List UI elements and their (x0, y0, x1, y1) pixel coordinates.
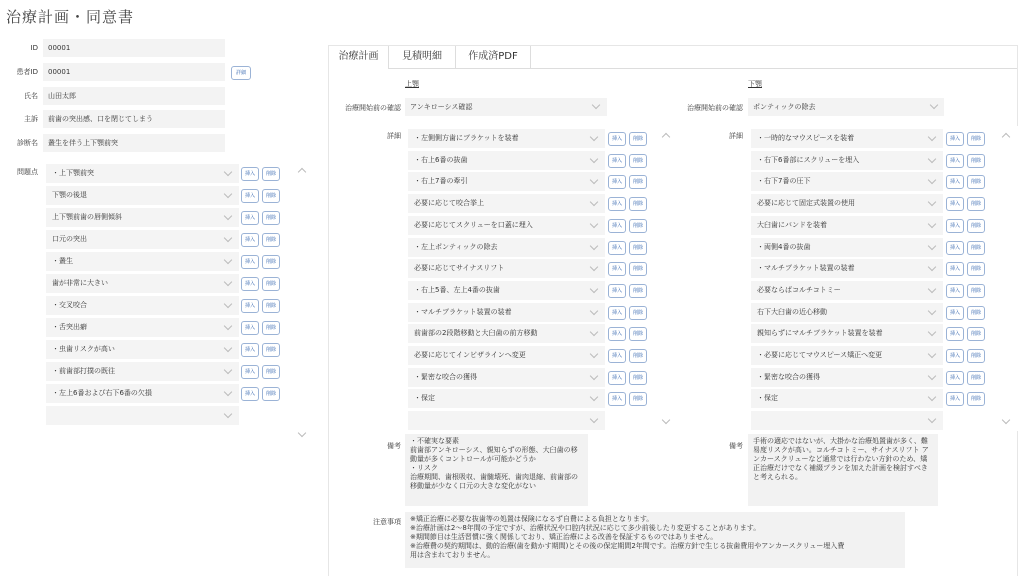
insert-button[interactable]: 挿入 (608, 154, 626, 168)
list-item-text: ・虫歯リスクが高い (52, 345, 115, 353)
list-item[interactable] (46, 186, 239, 205)
chevron-down-icon (590, 198, 598, 206)
list-item[interactable] (46, 406, 239, 425)
insert-button[interactable]: 挿入 (241, 255, 259, 269)
chevron-down-icon (224, 190, 232, 198)
list-item-text: 親知らずにマルチブラケット装置を装着 (757, 329, 883, 338)
delete-button[interactable]: 削除 (262, 255, 280, 269)
insert-button[interactable]: 挿入 (608, 306, 626, 320)
list-item[interactable] (408, 346, 605, 365)
chevron-down-icon (928, 306, 936, 314)
insert-button[interactable]: 挿入 (946, 392, 964, 406)
list-item[interactable] (751, 281, 943, 300)
list-item-text: 前歯部の2段階移動と大臼歯の前方移動 (414, 329, 538, 338)
list-item-text: 上下顎前歯の唇側傾斜 (52, 213, 122, 221)
list-item[interactable] (751, 151, 943, 170)
upper-pre-value: アンキローシス確認 (410, 103, 473, 111)
detail-button[interactable]: 詳細 (231, 66, 251, 80)
note-line: 治療期間、歯根吸収、歯髄壊死、歯肉退縮、前歯部の移動量が少なく口元の大きな変化がない (410, 473, 578, 490)
delete-button[interactable]: 削除 (967, 154, 985, 168)
chevron-down-icon (224, 212, 232, 220)
chevron-down-icon (224, 366, 232, 374)
delete-button[interactable]: 削除 (629, 306, 647, 320)
list-item[interactable] (46, 318, 239, 337)
complaint-label: 主訴 (24, 115, 38, 123)
list-item[interactable] (408, 281, 605, 300)
delete-button[interactable]: 削除 (967, 306, 985, 320)
delete-button[interactable]: 削除 (262, 299, 280, 313)
insert-button[interactable]: 挿入 (241, 321, 259, 335)
chevron-down-icon (224, 322, 232, 330)
list-item[interactable] (751, 129, 943, 148)
delete-button[interactable]: 削除 (262, 233, 280, 247)
upper-pre-label: 治療開始前の確認 (345, 104, 401, 112)
insert-button[interactable]: 挿入 (946, 349, 964, 363)
list-item[interactable] (408, 259, 605, 278)
list-item-text: ・緊密な咬合の獲得 (757, 372, 820, 381)
chevron-down-icon (590, 393, 598, 401)
list-item[interactable] (408, 303, 605, 322)
delete-button[interactable]: 削除 (629, 219, 647, 233)
scroll-up-icon[interactable] (662, 133, 670, 141)
tab-estimate[interactable]: 見積明細 (402, 51, 442, 62)
insert-button[interactable]: 挿入 (946, 284, 964, 298)
insert-button[interactable]: 挿入 (608, 262, 626, 276)
delete-button[interactable]: 削除 (967, 371, 985, 385)
insert-button[interactable]: 挿入 (946, 327, 964, 341)
insert-button[interactable]: 挿入 (946, 371, 964, 385)
list-item[interactable] (46, 296, 239, 315)
delete-button[interactable]: 削除 (629, 154, 647, 168)
upper-remarks[interactable] (405, 434, 588, 506)
list-item-text: ・マルチブラケット装置の装着 (757, 264, 855, 273)
insert-button[interactable]: 挿入 (608, 241, 626, 255)
tab-bar (329, 46, 1017, 69)
chevron-down-icon (590, 285, 598, 293)
insert-button[interactable]: 挿入 (946, 197, 964, 211)
list-item[interactable] (408, 129, 605, 148)
chevron-down-icon (928, 371, 936, 379)
problems-label: 問題点 (17, 168, 38, 176)
list-item[interactable] (408, 172, 605, 191)
tab-treatment-plan[interactable]: 治療計画 (329, 46, 389, 69)
chevron-down-icon (928, 133, 936, 141)
chevron-down-icon (590, 133, 598, 141)
list-item-text: 必要に応じてインビザラインへ変更 (414, 351, 526, 359)
list-item[interactable] (751, 172, 943, 191)
diagnosis-label: 診断名 (17, 139, 38, 147)
chevron-down-icon (590, 350, 598, 358)
delete-button[interactable]: 削除 (629, 327, 647, 341)
notes-label: 注意事項 (373, 518, 401, 526)
insert-button[interactable]: 挿入 (946, 262, 964, 276)
delete-button[interactable]: 削除 (629, 284, 647, 298)
lower-heading: 下顎 (748, 80, 762, 88)
list-item-text: ・右上7番の牽引 (414, 177, 468, 186)
list-item[interactable] (408, 389, 605, 408)
upper-heading: 上顎 (405, 80, 419, 88)
list-item[interactable] (46, 164, 239, 183)
insert-button[interactable]: 挿入 (608, 349, 626, 363)
delete-button[interactable]: 削除 (262, 387, 280, 401)
list-item[interactable] (751, 259, 943, 278)
list-item-text: 必要に応じてスクリューを口蓋に埋入 (414, 220, 533, 229)
lower-pre-value: ポンティックの除去 (753, 103, 816, 111)
delete-button[interactable]: 削除 (262, 167, 280, 181)
list-item[interactable] (408, 411, 605, 430)
note-line: 前歯部アンキローシス、親知らずの形態、大臼歯の移動量が多くコントロールが可能かどうか (410, 446, 578, 463)
lower-detail-list (748, 126, 1018, 431)
delete-button[interactable]: 削除 (967, 132, 985, 146)
insert-button[interactable]: 挿入 (608, 327, 626, 341)
list-item-text: 必要に応じて固定式装置の使用 (757, 199, 855, 208)
page-title: 治療計画・同意書 (6, 8, 135, 26)
insert-button[interactable]: 挿入 (946, 241, 964, 255)
list-item[interactable] (751, 389, 943, 408)
insert-button[interactable]: 挿入 (608, 371, 626, 385)
list-item[interactable] (751, 194, 943, 213)
insert-button[interactable]: 挿入 (241, 277, 259, 291)
scroll-down-icon[interactable] (662, 416, 670, 424)
delete-button[interactable]: 削除 (967, 197, 985, 211)
list-item[interactable] (46, 384, 239, 403)
list-item-text: 必要ならばコルチコトミー (757, 285, 841, 294)
list-item-text: 右下大臼歯の近心移動 (757, 307, 827, 316)
insert-button[interactable]: 挿入 (946, 132, 964, 146)
chevron-down-icon (928, 263, 936, 271)
insert-button[interactable]: 挿入 (608, 219, 626, 233)
insert-button[interactable]: 挿入 (241, 365, 259, 379)
list-item[interactable] (751, 411, 943, 430)
delete-button[interactable]: 削除 (967, 175, 985, 189)
insert-button[interactable]: 挿入 (608, 197, 626, 211)
insert-button[interactable]: 挿入 (608, 392, 626, 406)
diagnosis-field[interactable]: 叢生を伴う上下顎前突 (43, 134, 225, 152)
chevron-down-icon (224, 388, 232, 396)
upper-detail-list (405, 126, 680, 431)
list-item-text: ・保定 (757, 394, 778, 403)
list-item-text: ・両側4番の抜歯 (757, 242, 811, 251)
delete-button[interactable]: 削除 (262, 321, 280, 335)
list-item[interactable] (46, 208, 239, 227)
chevron-down-icon (224, 410, 232, 418)
list-item-text: 下顎の後退 (52, 191, 87, 199)
chevron-down-icon (928, 176, 936, 184)
chevron-down-icon (928, 241, 936, 249)
name-label: 氏名 (24, 92, 38, 100)
delete-button[interactable]: 削除 (262, 211, 280, 225)
chevron-down-icon (590, 176, 598, 184)
lower-remarks[interactable] (748, 434, 938, 506)
delete-button[interactable]: 削除 (629, 371, 647, 385)
delete-button[interactable]: 削除 (629, 132, 647, 146)
note-line: ※治療費の契約期間は、動的治療(歯を動かす期間)とその後の保定期間2年間です。治療方針で生じる抜歯費用やアンカースクリュー埋入費 (410, 542, 845, 550)
delete-button[interactable]: 削除 (967, 262, 985, 276)
chevron-down-icon (224, 300, 232, 308)
list-item[interactable] (408, 194, 605, 213)
delete-button[interactable]: 削除 (262, 277, 280, 291)
chevron-down-icon (928, 350, 936, 358)
delete-button[interactable]: 削除 (967, 327, 985, 341)
chevron-down-icon (224, 278, 232, 286)
delete-button[interactable]: 削除 (262, 343, 280, 357)
insert-button[interactable]: 挿入 (608, 284, 626, 298)
chevron-down-icon (224, 168, 232, 176)
list-item-text: ・前歯部打撲の既往 (52, 367, 115, 375)
insert-button[interactable]: 挿入 (946, 306, 964, 320)
list-item-text: ・右上6番の抜歯 (414, 155, 468, 164)
note-line: ※矯正治療に必要な抜歯等の処置は保険になるず自費による負担となります。 (410, 515, 654, 523)
insert-button[interactable]: 挿入 (241, 189, 259, 203)
id-field[interactable]: 00001 (43, 39, 225, 57)
insert-button[interactable]: 挿入 (241, 211, 259, 225)
list-item[interactable] (751, 324, 943, 343)
list-item[interactable] (46, 252, 239, 271)
chevron-down-icon (224, 256, 232, 264)
chevron-down-icon (590, 220, 598, 228)
delete-button[interactable]: 削除 (262, 365, 280, 379)
delete-button[interactable]: 削除 (967, 392, 985, 406)
scroll-up-icon[interactable] (298, 168, 306, 176)
list-item-text: ・保定 (414, 394, 435, 403)
list-item-text: ・交叉咬合 (52, 301, 87, 309)
list-item[interactable] (46, 340, 239, 359)
list-item-text: ・右下6番部にスクリューを埋入 (757, 155, 860, 164)
scroll-down-icon[interactable] (1002, 416, 1010, 424)
list-item-text: ・マルチブラケット装置の装着 (414, 307, 512, 316)
delete-button[interactable]: 削除 (629, 262, 647, 276)
delete-button[interactable]: 削除 (629, 241, 647, 255)
list-item[interactable] (751, 346, 943, 365)
delete-button[interactable]: 削除 (967, 241, 985, 255)
chevron-down-icon (590, 371, 598, 379)
list-item[interactable] (46, 362, 239, 381)
list-item-text: ・右下7番の圧下 (757, 177, 811, 186)
insert-button[interactable]: 挿入 (608, 132, 626, 146)
delete-button[interactable]: 削除 (262, 189, 280, 203)
list-item-text: 大臼歯にバンドを装着 (757, 220, 827, 229)
insert-button[interactable]: 挿入 (946, 154, 964, 168)
chevron-down-icon (928, 285, 936, 293)
list-item[interactable] (408, 151, 605, 170)
chevron-down-icon (224, 234, 232, 242)
insert-button[interactable]: 挿入 (241, 299, 259, 313)
list-item-text: ・舌突出癖 (52, 323, 87, 331)
list-item[interactable] (46, 230, 239, 249)
patient-id-field[interactable]: 00001 (43, 63, 225, 81)
note-line: ※期間節目は生活習慣に強く関係しており、矯正治療による改善を保証するものではありません。 (410, 533, 718, 541)
chevron-down-icon (224, 344, 232, 352)
notes-box[interactable] (405, 512, 905, 568)
list-item[interactable] (408, 324, 605, 343)
chevron-down-icon (928, 393, 936, 401)
list-item[interactable] (751, 368, 943, 387)
note-line: 用は含まれておりません。 (410, 551, 495, 559)
delete-button[interactable]: 削除 (629, 349, 647, 363)
delete-button[interactable]: 削除 (629, 392, 647, 406)
id-label: ID (30, 44, 38, 52)
list-item-text: ・左側側方歯にブラケットを装着 (414, 134, 519, 142)
list-item[interactable] (751, 238, 943, 257)
list-item[interactable] (408, 238, 605, 257)
list-item[interactable] (46, 274, 239, 293)
name-field[interactable]: 山田太郎 (43, 87, 225, 105)
chevron-down-icon (590, 306, 598, 314)
list-item-text: ・上下顎前突 (52, 169, 94, 177)
insert-button[interactable]: 挿入 (241, 233, 259, 247)
note-line: ・リスク (410, 464, 438, 472)
list-item-text: ・左上6番および右下6番の欠損 (52, 389, 152, 397)
insert-button[interactable]: 挿入 (946, 175, 964, 189)
list-item-text: ・叢生 (52, 257, 73, 265)
chevron-down-icon (590, 154, 598, 162)
lower-remarks-label: 備考 (729, 442, 743, 450)
lower-pre-label: 治療開始前の確認 (687, 104, 743, 112)
upper-detail-label: 詳細 (387, 132, 401, 140)
list-item[interactable] (751, 303, 943, 322)
delete-button[interactable]: 削除 (629, 175, 647, 189)
delete-button[interactable]: 削除 (967, 284, 985, 298)
insert-button[interactable]: 挿入 (946, 219, 964, 233)
chevron-down-icon (590, 328, 598, 336)
delete-button[interactable]: 削除 (967, 349, 985, 363)
upper-pre-select[interactable] (405, 98, 607, 116)
delete-button[interactable]: 削除 (967, 219, 985, 233)
chevron-down-icon (590, 241, 598, 249)
tab-created-pdf[interactable]: 作成済PDF (455, 46, 531, 69)
list-item-text: 口元の突出 (52, 235, 87, 243)
chevron-down-icon (590, 415, 598, 423)
scroll-up-icon[interactable] (1002, 133, 1010, 141)
list-item-text: ・必要に応じてマウスピース矯正へ変更 (757, 351, 883, 359)
upper-remarks-label: 備考 (387, 442, 401, 450)
list-item[interactable] (408, 216, 605, 235)
list-item[interactable] (408, 368, 605, 387)
list-item-text: ・一時的なマウスピースを装着 (757, 134, 855, 142)
scroll-down-icon[interactable] (298, 429, 306, 437)
list-item-text: 必要に応じてサイナスリフト (414, 264, 505, 273)
chevron-down-icon (928, 328, 936, 336)
insert-button[interactable]: 挿入 (241, 387, 259, 401)
lower-detail-label: 詳細 (729, 132, 743, 140)
delete-button[interactable]: 削除 (629, 197, 647, 211)
lower-pre-select[interactable] (748, 98, 944, 116)
list-item-text: ・緊密な咬合の獲得 (414, 372, 477, 381)
note-line: ・不確実な要素 (410, 437, 459, 445)
chevron-down-icon (928, 198, 936, 206)
insert-button[interactable]: 挿入 (608, 175, 626, 189)
chevron-down-icon (928, 415, 936, 423)
list-item-text: 必要に応じて咬合挙上 (414, 199, 484, 208)
chevron-down-icon (590, 263, 598, 271)
chevron-down-icon (928, 154, 936, 162)
list-item-text: ・左上ポンティックの除去 (414, 242, 498, 251)
chevron-down-icon (928, 220, 936, 228)
insert-button[interactable]: 挿入 (241, 343, 259, 357)
problems-list (43, 161, 315, 444)
list-item[interactable] (751, 216, 943, 235)
list-item-text: 歯が非常に大きい (52, 279, 108, 287)
list-item-text: ・右上5番、左上4番の抜歯 (414, 285, 500, 294)
lower-remarks-text: 手術の適応ではないが、大掛かな治療処置歯が多く、難易度リスクが高い。コルチコトミー、サイナスリフト アンカースクリューなど通常では行わない方針のため、矯正治療だけでなく補綴プランを加えた計画を検討すべきと考えられる。 (753, 437, 929, 481)
insert-button[interactable]: 挿入 (241, 167, 259, 181)
patient-id-label: 患者ID (16, 68, 38, 76)
complaint-field[interactable]: 前歯の突出感、口を閉じてしまう (43, 110, 225, 128)
note-line: ※治療計画は2〜8年間の予定ですが、治療状況や口腔内状況に応じて多少前後したり変更することがあります。 (410, 524, 761, 532)
